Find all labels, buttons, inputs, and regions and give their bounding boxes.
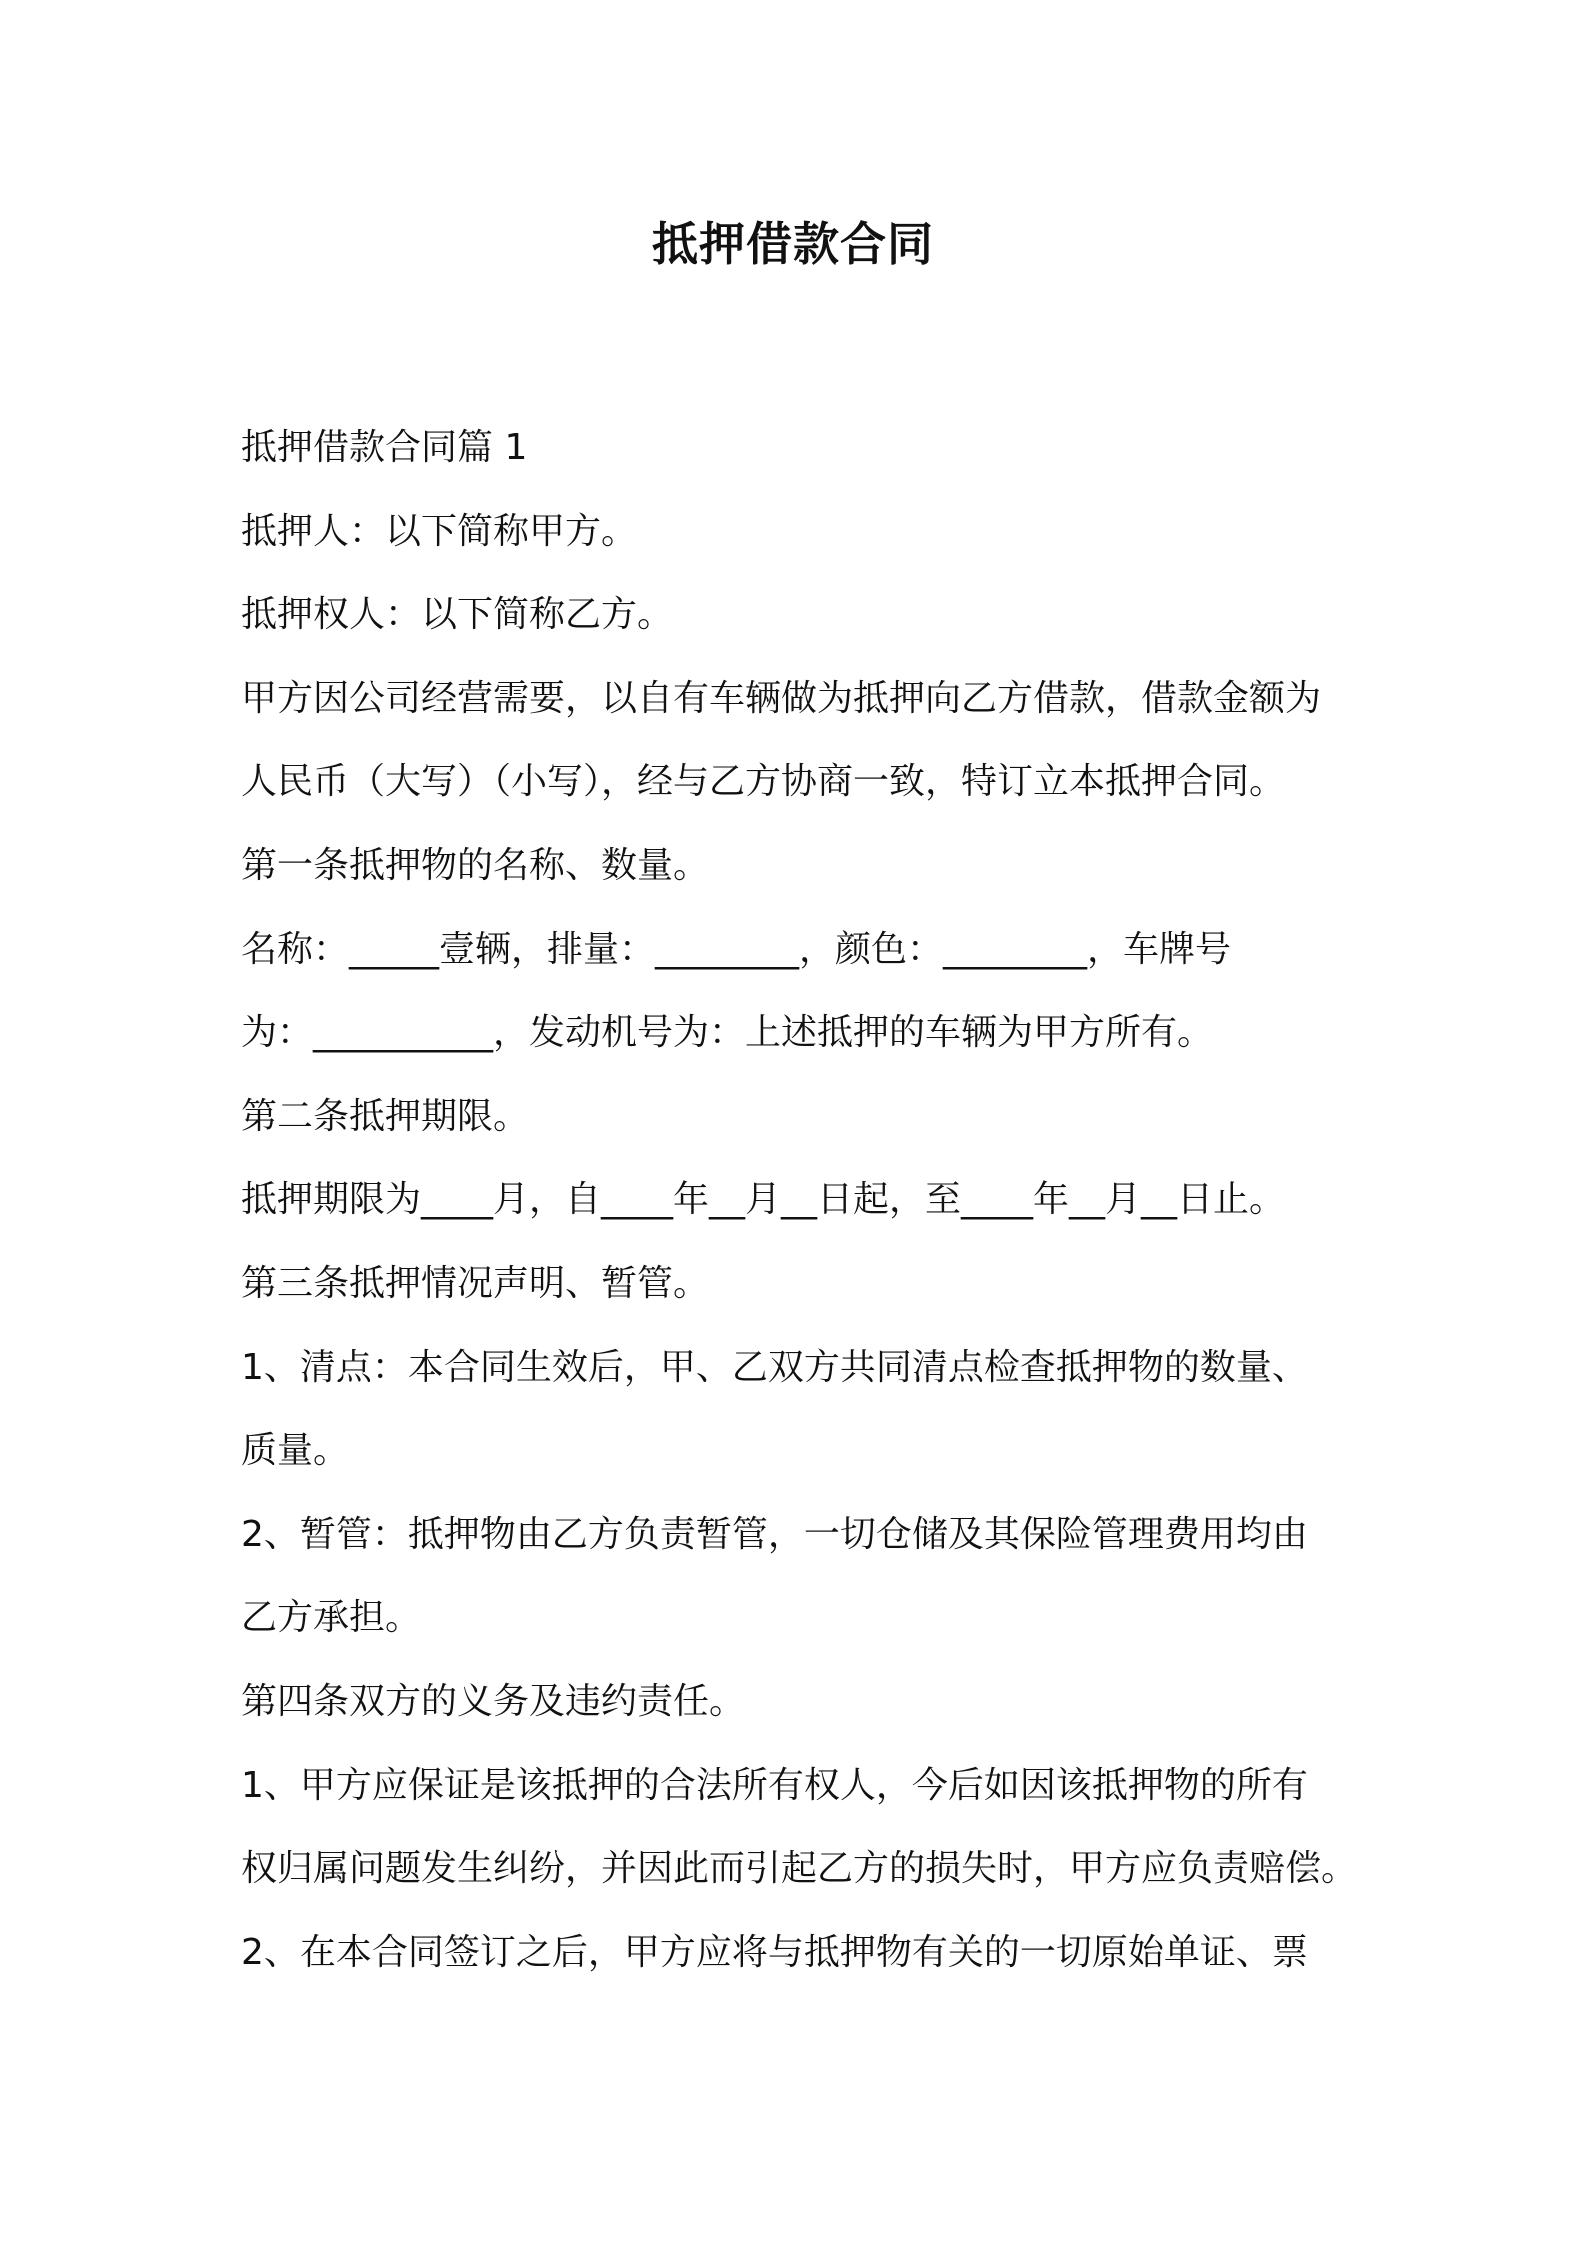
- paragraph-line: 抵押期限为____月，自____年__月__日起，至____年__月__日止。: [241, 1179, 1286, 1221]
- paragraph-line: 2、暂管：抵押物由乙方负责暂管，一切仓储及其保险管理费用均由: [241, 1513, 1308, 1555]
- paragraph-line: 质量。: [241, 1430, 350, 1472]
- document-title: 抵押借款合同: [652, 217, 934, 271]
- paragraph-line: 1、清点：本合同生效后，甲、乙双方共同清点检查抵押物的数量、: [241, 1346, 1308, 1388]
- section-heading: 抵押借款合同篇 1: [241, 427, 528, 468]
- article-heading: 第二条抵押期限。: [241, 1095, 530, 1137]
- article-heading: 第四条双方的义务及违约责任。: [241, 1680, 746, 1722]
- paragraph-line: 名称：_____壹辆，排量：________，颜色：________，车牌号: [241, 928, 1232, 970]
- article-heading: 第一条抵押物的名称、数量。: [241, 844, 710, 886]
- paragraph-line: 乙方承担。: [241, 1597, 422, 1639]
- paragraph-line: 人民币（大写）（小写），经与乙方协商一致，特订立本抵押合同。: [241, 761, 1286, 803]
- paragraph-line: 抵押人：以下简称甲方。: [241, 510, 638, 552]
- paragraph-line: 2、在本合同签订之后，甲方应将与抵押物有关的一切原始单证、票: [241, 1931, 1308, 1973]
- paragraph-line: 抵押权人：以下简称乙方。: [241, 594, 674, 636]
- article-heading: 第三条抵押情况声明、暂管。: [241, 1262, 710, 1304]
- document-body: [241, 406, 1358, 1994]
- paragraph-line: 权归属问题发生纠纷，并因此而引起乙方的损失时，甲方应负责赔偿。: [241, 1848, 1358, 1890]
- paragraph-line: 甲方因公司经营需要，以自有车辆做为抵押向乙方借款，借款金额为: [241, 677, 1322, 719]
- paragraph-line: 1、甲方应保证是该抵押的合法所有权人，今后如因该抵押物的所有: [241, 1764, 1308, 1806]
- paragraph-line: 为：__________，发动机号为：上述抵押的车辆为甲方所有。: [241, 1012, 1214, 1054]
